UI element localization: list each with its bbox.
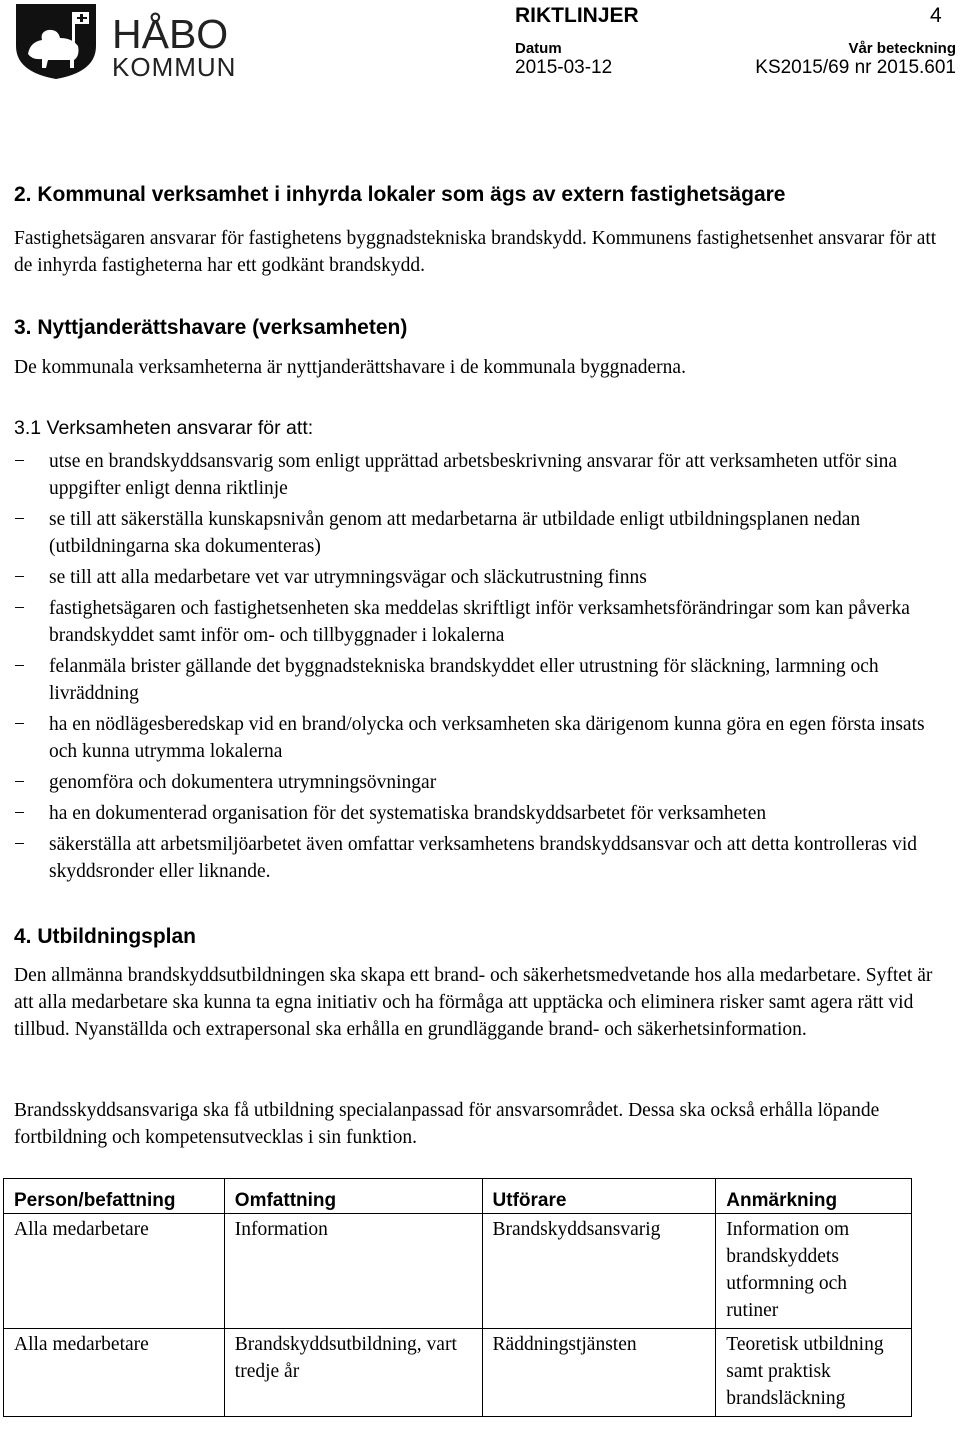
dash-bullet: −	[14, 598, 25, 619]
table-cell: Räddningstjänsten	[482, 1329, 716, 1417]
table-row	[4, 1214, 912, 1329]
dash-bullet: −	[14, 509, 25, 530]
table-cell: Brandskyddsutbildning, vart tredje år	[224, 1329, 482, 1417]
table-cell: Information	[224, 1214, 482, 1329]
section-3-text: De kommunala verksamheterna är nyttjanderättshavare i de kommunala byggnaderna.	[14, 357, 686, 378]
date-label: Datum	[515, 40, 562, 57]
list-item: − se till att alla medarbetare vet var utrymningsvägar och släckutrustning finns	[14, 564, 944, 591]
column-header: Omfattning	[224, 1179, 482, 1214]
list-item: − ha en nödlägesberedskap vid en brand/olycka och verksamheten ska därigenom kunna göra en egen första insats och kunna utrymma lokalerna	[14, 711, 944, 765]
column-header: Utförare	[482, 1179, 716, 1214]
section-3-heading: 3. Nyttjanderättshavare (verksamheten)	[14, 316, 408, 339]
list-item: − genomföra och dokumentera utrymningsövningar	[14, 769, 944, 796]
list-item: − se till att säkerställa kunskapsnivån genom att medarbetarna är utbildade enligt utbildningsplanen nedan (utbildningarna ska dokumenteras)	[14, 506, 944, 560]
section-2-heading: 2. Kommunal verksamhet i inhyrda lokaler som ägs av extern fastighetsägare	[14, 183, 786, 206]
column-header: Person/befattning	[4, 1179, 225, 1214]
habo-kommun-logo	[14, 2, 244, 80]
table-cell: Brandskyddsansvarig	[482, 1214, 716, 1329]
dash-bullet: −	[14, 451, 25, 472]
dash-bullet: −	[14, 834, 25, 855]
section-3-1-heading: 3.1 Verksamheten ansvarar för att:	[14, 417, 314, 439]
table-row	[4, 1329, 912, 1417]
training-plan-table	[3, 1178, 912, 1417]
logo-text-kommun: KOMMUN	[112, 52, 237, 80]
section-4-paragraph-1: Den allmänna brandskyddsutbildningen ska skapa ett brand- och säkerhetsmedvetande hos alla medarbetare. Syftet är att alla medarbetare ska kunna ta egna initiativ och ha förmåga att upptäcka och eliminera risker samt agera rätt vid tillbud. Nyanställda och extrapersonal ska erhålla en grundläggande brand- och säkerhetsinformation.	[14, 965, 933, 1040]
document-date: 2015-03-12	[515, 57, 613, 78]
list-item: − felanmäla brister gällande det byggnadstekniska brandskyddet eller utrustning för släckning, larmning och livräddning	[14, 653, 944, 707]
dash-bullet: −	[14, 772, 25, 793]
dash-bullet: −	[14, 656, 25, 677]
list-item: − ha en dokumenterad organisation för det systematiska brandskyddsarbetet för verksamheten	[14, 800, 944, 827]
logo-text-habo: HÅBO	[112, 11, 229, 57]
page-number: 4	[930, 4, 942, 27]
dash-bullet: −	[14, 567, 25, 588]
list-item: − fastighetsägaren och fastighetsenheten ska meddelas skriftligt inför verksamhetsförändringar som kan påverka brandskyddet samt inför om- och tillbyggnader i lokalerna	[14, 595, 944, 649]
section-2-text: Fastighetsägaren ansvarar för fastighetens byggnadstekniska brandskydd. Kommunens fastighetsenhet ansvarar för att de inhyrda fastigheterna har ett godkänt brandskydd.	[14, 228, 937, 276]
table-cell: Alla medarbetare	[4, 1214, 225, 1329]
section-4-heading: 4. Utbildningsplan	[14, 925, 196, 948]
responsibility-list	[14, 448, 944, 889]
document-type: RIKTLINJER	[515, 4, 639, 27]
table-cell: Information om brandskyddets utformning och rutiner	[716, 1214, 912, 1329]
list-item: − utse en brandskyddsansvarig som enligt upprättad arbetsbeskrivning ansvarar för att verksamheten utför sina uppgifter enligt denna riktlinje	[14, 448, 944, 502]
column-header: Anmärkning	[716, 1179, 912, 1214]
table-header-row	[4, 1179, 912, 1214]
reference-label: Vår beteckning	[848, 40, 956, 57]
dash-bullet: −	[14, 714, 25, 735]
table-cell: Alla medarbetare	[4, 1329, 225, 1417]
dash-bullet: −	[14, 803, 25, 824]
document-reference: KS2015/69 nr 2015.601	[755, 57, 956, 78]
section-4-paragraph-2: Brandsskyddsansvariga ska få utbildning specialanpassad för ansvarsområdet. Dessa ska också erhålla löpande fortbildning och kompetensutvecklas i sin funktion.	[14, 1100, 880, 1148]
table-cell: Teoretisk utbildning samt praktisk brandsläckning	[716, 1329, 912, 1417]
list-item: − säkerställa att arbetsmiljöarbetet även omfattar verksamhetens brandskyddsansvar och att detta kontrolleras vid skyddsronder eller liknande.	[14, 831, 944, 885]
